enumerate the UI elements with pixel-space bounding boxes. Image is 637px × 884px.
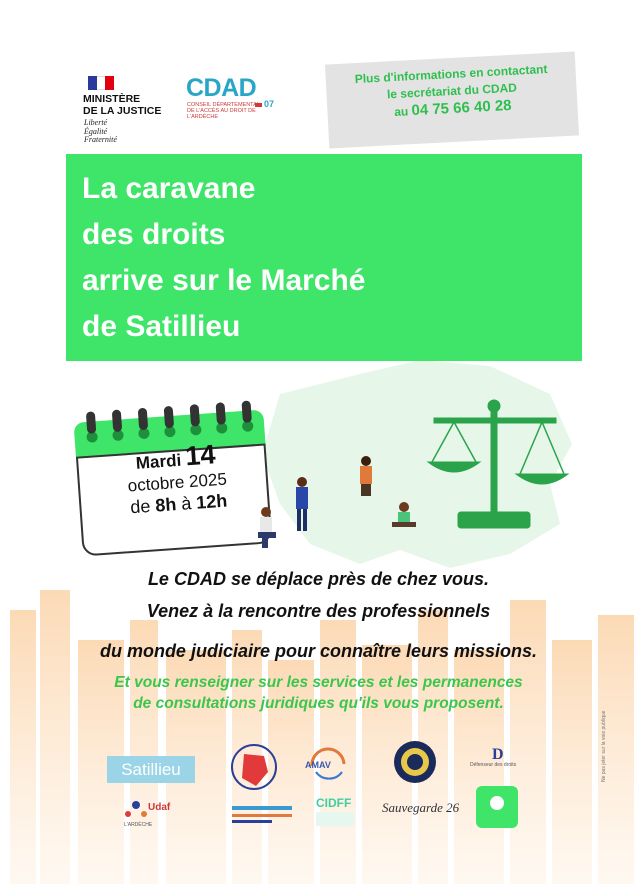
svg-text:D: D: [492, 746, 504, 763]
devise-republicaine: Liberté Égalité Fraternité: [84, 118, 117, 144]
people-illustration: [254, 452, 424, 552]
city-skyline-background: [0, 590, 637, 884]
cdad-department-number: 07: [264, 99, 275, 109]
logo-udaf-icon: [124, 800, 148, 822]
message-green-2: de consultations juridiques qu'ils vous proposent.: [133, 695, 504, 712]
cdad-logo: CDAD: [186, 74, 257, 102]
contact-info: Plus d'informations en contactant le secrétariat du CDAD au 04 75 66 40 28: [354, 61, 548, 120]
ministere-justice-logo: MINISTÈRE DE LA JUSTICE: [83, 93, 162, 117]
logo-conseil-departemental: [230, 742, 278, 792]
message-line-3: du monde judiciaire pour connaître leurs missions.: [99, 641, 538, 661]
message-line-2: Venez à la rencontre des professionnels: [146, 601, 491, 621]
print-credit: Ne pas jeter sur la voie publique: [601, 710, 607, 782]
logo-green-info: [476, 786, 518, 828]
scales-of-justice-icon: [424, 398, 574, 530]
logo-cidff-badge: [316, 812, 354, 826]
logo-gendarmerie-seal: [393, 740, 437, 784]
logo-udaf-subtitle: L'ARDÈCHE: [124, 822, 153, 828]
logo-defenseur-text: Défenseur des droits: [470, 762, 517, 768]
logo-cidff: CIDFF: [316, 796, 352, 810]
event-title: La caravane des droits arrive sur le Marché de Satillieu: [82, 172, 366, 343]
logo-satillieu: Satillieu: [107, 756, 195, 783]
logo-mediation: [230, 800, 294, 826]
event-date: Mardi 14 octobre 2025 de 8h à 12h: [127, 439, 228, 518]
logo-sauvegarde: Sauvegarde 26: [382, 800, 460, 815]
logo-amav-text: AMAV: [305, 760, 331, 770]
message-green-1: Et vous renseigner sur les services et les permanences: [114, 674, 523, 691]
marianne-flag-icon: [88, 76, 114, 90]
cdad-subtitle: CONSEIL DÉPARTEMENTAL DE L'ACCÈS AU DROIT DE L'ARDÈCHE: [187, 102, 260, 120]
logo-udaf-text: Udaf: [148, 802, 171, 813]
message-line-1: Le CDAD se déplace près de chez vous.: [147, 569, 490, 589]
phone-number[interactable]: 04 75 66 40 28: [411, 96, 512, 120]
